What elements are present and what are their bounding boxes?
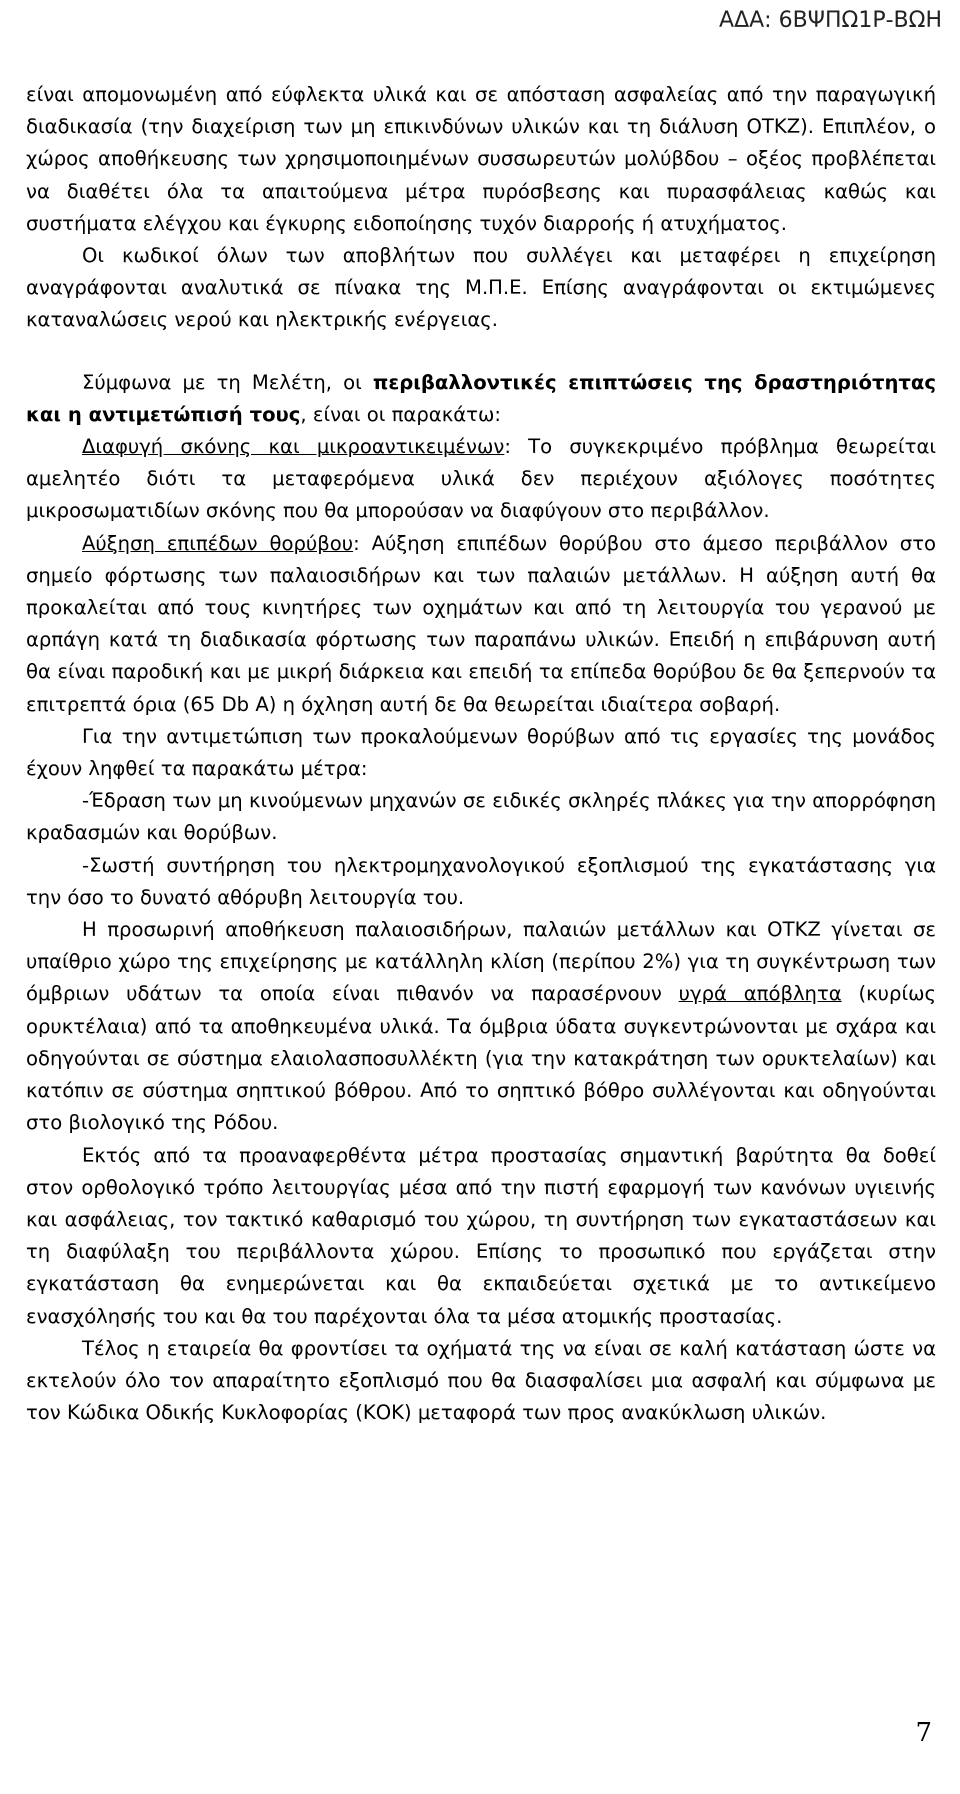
paragraph-gap [26,337,936,367]
runoff-underlined: υγρά απόβλητα [678,982,842,1006]
ada-header: ΑΔΑ: 6ΒΨΠΩ1Ρ-ΒΩΗ [719,8,942,33]
runoff-tail: (κυρίως ορυκτέλαια) από τα αποθηκευμένα υλικά. Τα όμβρια ύδατα συγκεντρώνονται με σχάρα και οδηγούνται σε σύστημα ελαιολασποσυλλέκτη (για την κατακράτηση των ορυκτελαίων) και κατόπιν σε σύστημα σηπτικού βόθρου. Από το σηπτικό βόθρο συλλέγονται και οδηγούνται στο βιολογικό της Ρόδου. [26,982,936,1135]
page-number: 7 [915,1718,932,1748]
dust-heading: Διαφυγή σκόνης και μικροαντικειμένων [82,435,505,459]
paragraph-vehicles: Τέλος η εταιρεία θα φροντίσει τα οχήματά της να είναι σε καλή κατάσταση ώστε να εκτελούν όλο τον απαραίτητο εξοπλισμό που θα διασφαλίσει μια ασφαλή και σύμφωνα με τον Κώδικα Οδικής Κυκλοφορίας (ΚΟΚ) μεταφορά των προς ανακύκλωση υλικών. [26,1336,936,1425]
paragraph-storage-runoff [26,914,936,1139]
paragraph-noise-measures: Για την αντιμετώπιση των προκαλούμενων θορύβων από τις εργασίες της μονάδος έχουν ληφθεί τα παρακάτω μέτρα: [26,724,936,781]
noise-text: : Αύξηση επιπέδων θορύβου στο άμεσο περιβάλλον στο σημείο φόρτωσης των παλαιοσιδήρων και των παλαιών μετάλλων. Η αύξηση αυτή θα προκαλείται από τους κινητήρες των οχημάτων και από τη λειτουργία του γερανού με αρπάγη κατά τη διαδικασία φόρτωσης των παραπάνω υλικών. Επειδή η επιβάρυνση αυτή θα είναι παροδική και με μικρή διάρκεια και επειδή τα επίπεδα θορύβου δε θα ξεπερνούν τα επιτρεπτά όρια (65 Db A) η όχληση αυτή δε θα θεωρείται ιδιαίτερα σοβαρή. [26,531,936,716]
runoff-lead: Η προσωρινή αποθήκευση παλαιοσιδήρων, παλαιών μετάλλων και ΟΤΚΖ γίνεται σε υπαίθριο χώρο της επιχείρησης με κατάλληλη κλίση (περίπου 2%) για τη συγκέντρωση των όμβριων υδάτων τα οποία είναι πιθανόν να παρασέρνουν [26,918,936,1006]
document-body [26,79,936,1429]
paragraph-waste-codes: Οι κωδικοί όλων των αποβλήτων που συλλέγει και μεταφέρει η επιχείρηση αναγράφονται αναλυτικά σε πίνακα της Μ.Π.Ε. Επίσης αναγράφονται οι εκτιμώμενες καταναλώσεις νερού και ηλεκτρικής ενέργειας. [26,244,936,332]
impacts-intro-tail: , είναι οι παρακάτω: [300,402,501,426]
impacts-intro-lead: Σύμφωνα με τη Μελέτη, οι [82,370,373,394]
paragraph-measure-maintenance: -Σωστή συντήρηση του ηλεκτρομηχανολογικού εξοπλισμού της εγκατάστασης για την όσο το δυνατό αθόρυβη λειτουργία του. [26,853,936,909]
dust-text: : Το συγκεκριμένο πρόβλημα θεωρείται αμελητέο διότι τα μεταφερόμενα υλικά δεν περιέχουν αξιόλογες ποσότητες μικροσωματιδίων σκόνης που θα μπορούσαν να διαφύγουν στο περιβάλλον. [26,435,936,523]
paragraph-protection-measures: Εκτός από τα προαναφερθέντα μέτρα προστασίας σημαντική βαρύτητα θα δοθεί στον ορθολογικό τρόπο λειτουργίας μέσα από την πιστή εφαρμογή των κανόνων υγιεινής και ασφάλειας, τον τακτικό καθαρισμό του χώρου, τη συντήρηση των εγκαταστάσεων και τη διαφύλαξη του περιβάλλοντα χώρου. Επίσης το προσωπικό που εργάζεται στην εγκατάσταση θα ενημερώνεται και θα εκπαιδεύεται σχετικά με το αντικείμενο ενασχόλησής του και θα του παρέχονται όλα τα μέσα ατομικής προστασίας. [26,1143,936,1328]
paragraph-storage-safety: είναι απομονωμένη από εύφλεκτα υλικά και σε απόσταση ασφαλείας από την παραγωγική διαδικασία (την διαχείριση των μη επικινδύνων υλικών και τη διάλυση ΟΤΚΖ). Επιπλέον, ο χώρος αποθήκευσης των χρησιμοποιημένων συσσωρευτών μολύβδου – οξέος προβλέπεται να διαθέτει όλα τα απαιτούμενα μέτρα πυρόσβεσης και πυρασφάλειας καθώς και συστήματα ελέγχου και έγκυρης ειδοποίησης τυχόν διαρροής ή ατυχήματος. [26,83,936,235]
paragraph-impacts-intro [26,367,936,431]
impacts-intro-bold: περιβαλλοντικές επιπτώσεις της δραστηριότητας και η αντιμετώπισή τους [26,370,936,426]
paragraph-dust [26,431,936,528]
paragraph-noise [26,528,936,721]
paragraph-measure-mounting: -Έδραση των μη κινούμενων μηχανών σε ειδικές σκληρές πλάκες για την απορρόφηση κραδασμών και θορύβων. [26,789,936,845]
noise-heading: Αύξηση επιπέδων θορύβου [82,531,354,555]
